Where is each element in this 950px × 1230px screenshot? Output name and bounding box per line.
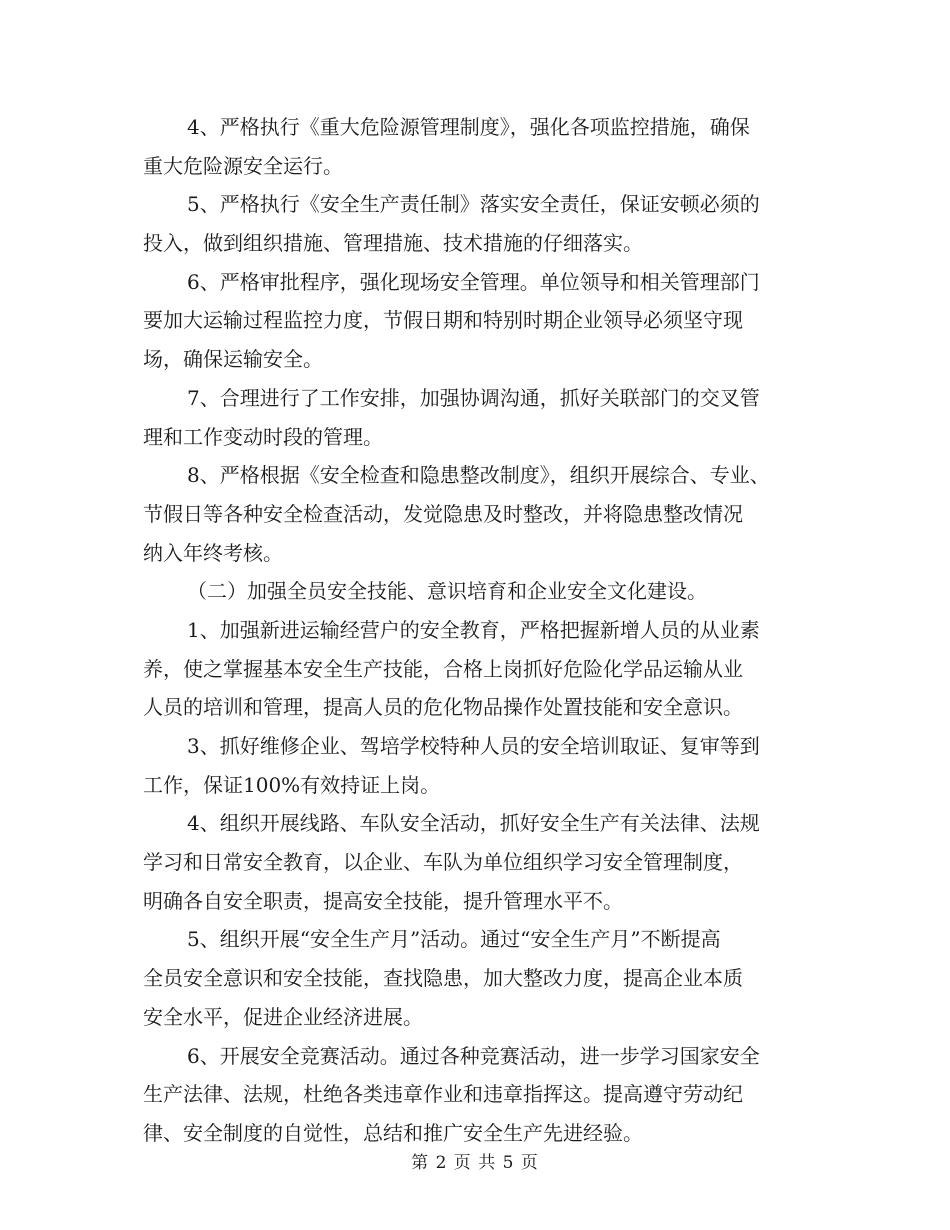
text-line: 要加大运输过程监控力度，节假日期和特别时期企业领导必须坚守现 [143, 308, 743, 333]
text-line: 场，确保运输安全。 [143, 347, 323, 372]
page-number-footer: 第 2 页 共 5 页 [411, 1153, 539, 1173]
text-line: 纳入年终考核。 [143, 540, 283, 565]
text-line: 7、合理进行了工作安排，加强协调沟通，抓好关联部门的交叉管 [187, 385, 760, 410]
text-line: 6、严格审批程序，强化现场安全管理。单位领导和相关管理部门 [187, 269, 760, 294]
text-line: 8、严格根据《安全检查和隐患整改制度》，组织开展综合、专业、 [187, 463, 770, 488]
text-line: 学习和日常安全教育，以企业、车队为单位组织学习安全管理制度， [143, 850, 743, 875]
text-line: 4、严格执行《重大危险源管理制度》，强化各项监控措施，确保 [187, 115, 750, 139]
text-line: 3、抓好维修企业、驾培学校特种人员的安全培训取证、复审等到 [187, 734, 760, 758]
text-line: 养，使之掌握基本安全生产技能，合格上岗抓好危险化学品运输从业 [143, 656, 743, 681]
text-line: 工作，保证100%有效持证上岗。 [143, 772, 441, 797]
text-line: 安全水平，促进企业经济进展。 [143, 1004, 423, 1029]
text-line: 重大危险源安全运行。 [143, 153, 343, 178]
text-line: 投入，做到组织措施、管理措施、技术措施的仔细落实。 [143, 231, 643, 256]
text-line: 4、组织开展线路、车队安全活动，抓好安全生产有关法律、法规 [187, 811, 760, 836]
document-body [143, 108, 813, 1153]
text-line: 1、加强新进运输经营户的安全教育，严格把握新增人员的从业素 [187, 617, 760, 642]
text-line: 人员的培训和管理，提高人员的危化物品操作处置技能和安全意识。 [143, 695, 743, 720]
text-line: 6、开展安全竞赛活动。通过各种竞赛活动，进一步学习国家安全 [187, 1043, 760, 1068]
text-line: 律、安全制度的自觉性，总结和推广安全生产先进经验。 [143, 1120, 643, 1145]
text-line: （二）加强全员安全技能、意识培育和企业安全文化建设。 [187, 579, 707, 604]
text-line: 明确各自安全职责，提高安全技能，提升管理水平不。 [143, 888, 623, 913]
text-line: 全员安全意识和安全技能，查找隐患，加大整改力度，提高企业本质 [143, 966, 743, 991]
text-line: 5、严格执行《安全生产责任制》落实安全责任，保证安顿必须的 [187, 192, 760, 217]
text-line: 节假日等各种安全检查活动，发觉隐患及时整改，并将隐患整改情况 [143, 501, 743, 526]
text-line: 5、组织开展“安全生产月”活动。通过“安全生产月”不断提高 [187, 927, 721, 952]
text-line: 生产法律、法规，杜绝各类违章作业和违章指挥这。提高遵守劳动纪 [143, 1082, 743, 1107]
text-line: 理和工作变动时段的管理。 [143, 424, 383, 449]
